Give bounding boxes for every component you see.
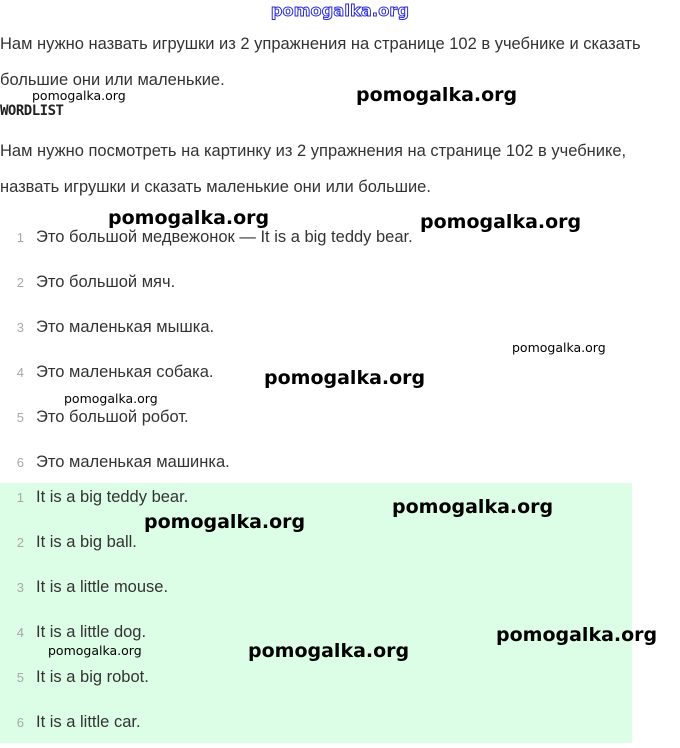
item-text: Это большой мяч. (36, 273, 176, 291)
item-text: It is a big ball. (36, 533, 137, 551)
watermark: pomogalka.org (392, 496, 554, 518)
item-number: 5 (16, 670, 24, 685)
intro-paragraph: Нам нужно назвать игрушки из 2 упражнения на странице 102 в учебнике и сказать большие они или маленькие. (0, 35, 641, 89)
watermark: pomogalka.org (420, 211, 582, 233)
watermark: pomogalka.org (356, 84, 518, 106)
item-number: 6 (16, 455, 24, 470)
watermark: pomogalka.org (32, 88, 126, 103)
watermark: pomogalka.org (144, 511, 306, 533)
watermark: pomogalka.org (48, 643, 142, 658)
watermark: pomogalka.org (64, 391, 158, 406)
item-number: 3 (16, 580, 24, 595)
site-logo: pomogalka.org (270, 1, 410, 20)
item-number: 1 (16, 230, 24, 245)
item-number: 3 (16, 320, 24, 335)
list-item (0, 263, 680, 308)
watermark: pomogalka.org (248, 640, 410, 662)
list-item (0, 478, 680, 523)
list-item (0, 568, 680, 613)
item-text: It is a little car. (36, 713, 141, 731)
item-text: It is a big robot. (36, 668, 149, 686)
item-number: 4 (16, 625, 24, 640)
english-answer-list (0, 478, 680, 748)
item-text: Это маленькая мышка. (36, 318, 215, 336)
item-text: Это большой медвежонок — It is a big teddy bear. (36, 228, 413, 246)
list-item (0, 523, 680, 568)
watermark: pomogalka.org (108, 207, 270, 229)
item-number: 1 (16, 490, 24, 505)
wordlist-heading: WORDLIST (0, 103, 64, 119)
watermark: pomogalka.org (496, 624, 658, 646)
item-number: 2 (16, 535, 24, 550)
item-text: Это маленькая собака. (36, 363, 214, 381)
instruction-paragraph: Нам нужно посмотреть на картинку из 2 упражнения на странице 102 в учебнике, назвать игрушки и сказать маленькие они или большие. (0, 142, 627, 196)
watermark: pomogalka.org (264, 367, 426, 389)
item-text: Это маленькая машинка. (36, 453, 230, 471)
item-number: 6 (16, 715, 24, 730)
item-text: Это большой робот. (36, 408, 189, 426)
item-number: 5 (16, 410, 24, 425)
watermark: pomogalka.org (512, 340, 606, 355)
item-number: 2 (16, 275, 24, 290)
item-text: It is a little mouse. (36, 578, 169, 596)
item-number: 4 (16, 365, 24, 380)
list-item (0, 658, 680, 703)
item-text: It is a big teddy bear. (36, 488, 189, 506)
item-text: It is a little dog. (36, 623, 147, 641)
list-item (0, 703, 680, 748)
